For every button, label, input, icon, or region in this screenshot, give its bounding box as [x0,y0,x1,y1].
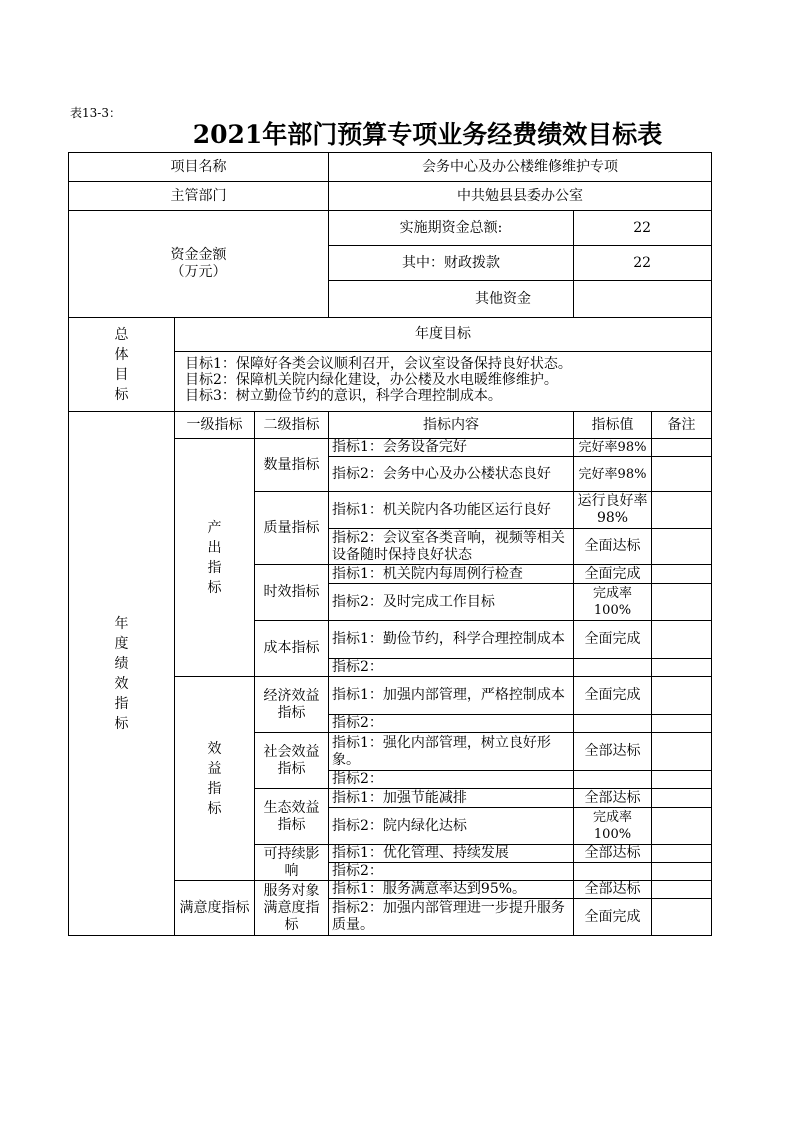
perf-char-4: 效 [114,675,129,692]
indicator-value: 全部达标 [574,733,652,771]
header-content: 指标内容 [329,412,574,439]
header-level2: 二级指标 [255,412,329,439]
goal-item: 目标3：树立勤俭节约的意识，科学合理控制成本。 [185,388,502,404]
goal-item: 目标2：保障机关院内绿化建设，办公楼及水电暖维修维护。 [185,372,558,388]
indicator-content: 指标2： [329,715,574,733]
annual-goal-label: 年度目标 [175,318,712,352]
level2-cell: 数量指标 [255,439,329,492]
indicator-value: 全面完成 [574,621,652,659]
indicator-content: 指标1：强化内部管理，树立良好形象。 [329,733,574,771]
satisfaction-indicator-label: 满意度指标 [175,881,255,936]
indicator-content: 指标2： [329,863,574,881]
benefit-char-2: 益 [207,760,222,777]
indicator-note [652,715,712,733]
indicator-content: 指标1：会务设备完好 [329,439,574,457]
indicator-note [652,881,712,899]
perf-char-1: 年 [114,615,129,632]
indicator-value: 运行良好率98% [574,492,652,529]
overall-char-2: 体 [114,346,129,363]
indicator-value: 完成率100% [574,584,652,621]
indicator-content: 指标1：优化管理、持续发展 [329,845,574,863]
indicator-content: 指标1：机关院内各功能区运行良好 [329,492,574,529]
indicator-note [652,771,712,789]
indicator-content: 指标2：及时完成工作目标 [329,584,574,621]
indicator-value: 全面达标 [574,529,652,565]
level2-cell: 可持续影响 [255,845,329,881]
department-value: 中共勉县县委办公室 [329,182,712,211]
indicator-content: 指标2：加强内部管理进一步提升服务质量。 [329,899,574,936]
indicator-value: 全面完成 [574,677,652,715]
indicator-content: 指标1：机关院内每周例行检查 [329,565,574,584]
indicator-value [574,863,652,881]
overall-char-1: 总 [114,326,129,343]
benefit-char-4: 标 [207,800,222,817]
output-char-2: 出 [207,539,222,556]
funds-label-line2: （万元） [170,264,227,280]
annual-goal-header-row [69,318,712,352]
level2-cell: 社会效益指标 [255,733,329,789]
project-name-row [69,153,712,182]
level2-cell: 服务对象满意度指标 [255,881,329,936]
level2-cell: 时效指标 [255,565,329,621]
indicator-content: 指标2： [329,659,574,677]
indicator-value: 完好率98% [574,439,652,457]
performance-target-table [68,152,712,936]
output-char-3: 指 [207,559,222,576]
header-level1: 一级指标 [175,412,255,439]
goal-item: 目标1：保障好各类会议顺利召开，会议室设备保持良好状态。 [185,356,572,372]
indicator-value: 完成率100% [574,808,652,845]
indicator-content: 指标2： [329,771,574,789]
funds-fiscal-value: 22 [574,246,712,281]
funds-label [69,211,329,318]
benefit-indicator-label [175,677,255,881]
funds-fiscal-label: 其中：财政拨款 [329,246,574,281]
indicator-value: 完好率98% [574,457,652,492]
project-name-value: 会务中心及办公楼维修维护专项 [329,153,712,182]
indicator-note [652,733,712,771]
funds-label-line1: 资金金额 [170,247,227,263]
level2-cell: 经济效益指标 [255,677,329,733]
indicator-content: 指标2：院内绿化达标 [329,808,574,845]
perf-char-2: 度 [114,635,129,652]
overall-char-3: 目 [114,366,129,383]
header-value: 指标值 [574,412,652,439]
indicator-content: 指标1：加强节能减排 [329,789,574,808]
output-indicator-label [175,439,255,677]
indicator-note [652,659,712,677]
project-name-label: 项目名称 [69,153,329,182]
funds-total-label: 实施期资金总额: [329,211,574,246]
annual-performance-label [69,412,175,936]
indicator-value: 全面完成 [574,565,652,584]
indicator-content: 指标2：会务中心及办公楼状态良好 [329,457,574,492]
indicator-note [652,457,712,492]
department-label: 主管部门 [69,182,329,211]
indicator-value: 全部达标 [574,881,652,899]
perf-char-5: 指 [114,695,129,712]
indicator-note [652,584,712,621]
indicator-note [652,529,712,565]
indicator-note [652,899,712,936]
indicator-value: 全面完成 [574,899,652,936]
indicator-note [652,492,712,529]
indicator-note [652,677,712,715]
page-title: 2021年部门预算专项业务经费绩效目标表 [192,120,663,149]
funds-other-value [574,281,712,318]
indicator-value: 全部达标 [574,845,652,863]
level2-cell: 生态效益指标 [255,789,329,845]
indicator-note [652,789,712,808]
output-char-4: 标 [207,579,222,596]
indicator-header-row [69,412,712,439]
perf-char-6: 标 [114,715,129,732]
benefit-char-3: 指 [207,780,222,797]
indicator-note [652,863,712,881]
funds-total-value: 22 [574,211,712,246]
annual-goals [175,352,712,412]
indicator-content: 指标1：服务满意率达到95%。 [329,881,574,899]
output-char-1: 产 [207,519,222,536]
indicator-content: 指标1：勤俭节约，科学合理控制成本 [329,621,574,659]
level2-cell: 质量指标 [255,492,329,565]
funds-total-row [69,211,712,246]
overall-char-4: 标 [114,386,129,403]
indicator-value [574,715,652,733]
perf-char-3: 绩 [114,655,129,672]
header-note: 备注 [652,412,712,439]
indicator-value [574,659,652,677]
indicator-note [652,845,712,863]
indicator-note [652,808,712,845]
indicator-content: 指标1：加强内部管理，严格控制成本 [329,677,574,715]
indicator-value: 全部达标 [574,789,652,808]
indicator-note [652,621,712,659]
funds-other-label: 其他资金 [329,281,574,318]
indicator-note [652,439,712,457]
indicator-note [652,565,712,584]
indicator-content: 指标2：会议室各类音响，视频等相关设备随时保持良好状态 [329,529,574,565]
indicator-value [574,771,652,789]
benefit-char-1: 效 [207,740,222,757]
table-number-label: 表13-3： [70,106,121,120]
level2-cell: 成本指标 [255,621,329,677]
department-row [69,182,712,211]
overall-goal-label [69,318,175,412]
